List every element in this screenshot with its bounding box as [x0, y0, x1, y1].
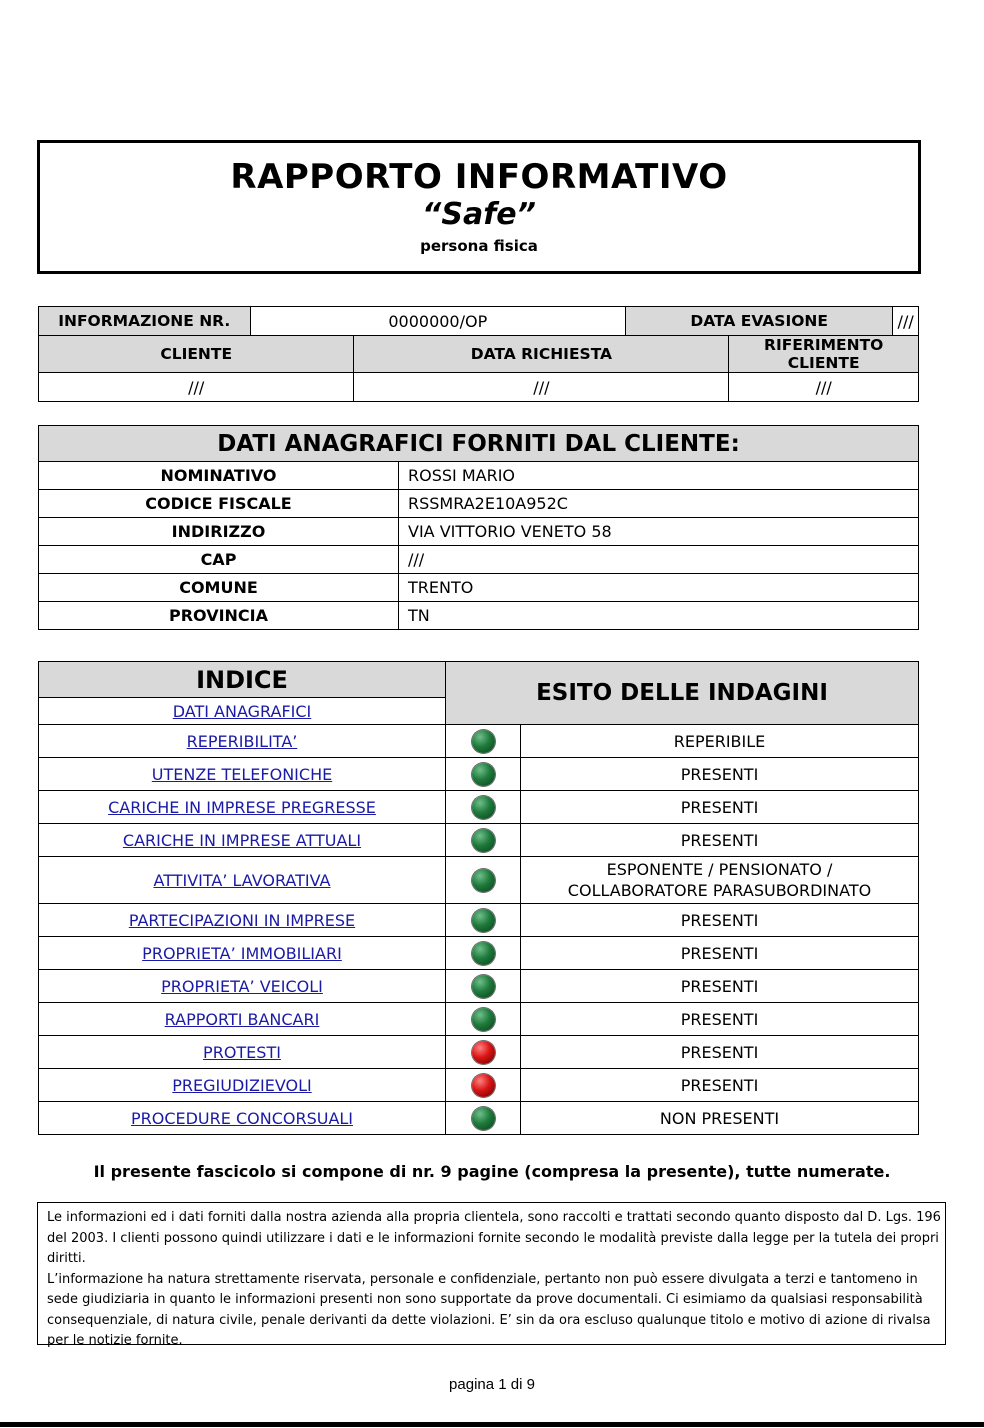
status-indicator-icon	[472, 1008, 495, 1031]
result-cell: PRESENTI	[521, 937, 919, 970]
index-title: INDICE	[39, 662, 446, 698]
index-row	[39, 1069, 919, 1102]
anagrafica-value: VIA VITTORIO VENETO 58	[399, 518, 919, 546]
index-row	[39, 1036, 919, 1069]
disclaimer-box	[37, 1202, 946, 1348]
anagrafica-key: NOMINATIVO	[39, 462, 399, 490]
status-indicator-icon	[472, 975, 495, 998]
status-cell	[446, 1036, 521, 1069]
riferimento-cliente-value: ///	[729, 373, 919, 402]
anagrafica-row	[39, 546, 919, 574]
disclaimer-paragraph: L’informazione ha natura strettamente riservata, personale e confidenziale, pertanto non può essere divulgata a terzi e tantomeno in sede giudiziaria in quanto le informazioni presenti non sono supportate da prove documentali. Ci esimiamo da qualsiasi responsabilità consequenziale, di natura civile, penale derivanti da dette violazioni. E’ sin da ora escluso qualunque titolo e motivo di azione di rivalsa per le notizie fornite.	[47, 1271, 931, 1348]
index-row	[39, 857, 919, 904]
result-cell: PRESENTI	[521, 970, 919, 1003]
status-cell	[446, 791, 521, 824]
data-richiesta-label: DATA RICHIESTA	[354, 336, 729, 373]
status-indicator-icon	[472, 1074, 495, 1097]
anagrafica-row	[39, 518, 919, 546]
anagrafica-key: COMUNE	[39, 574, 399, 602]
anagrafica-value: TN	[399, 602, 919, 630]
result-cell: PRESENTI	[521, 1036, 919, 1069]
status-indicator-icon	[472, 829, 495, 852]
index-row	[39, 937, 919, 970]
index-link[interactable]: PROPRIETA’ IMMOBILIARI	[142, 943, 342, 963]
index-row	[39, 970, 919, 1003]
result-cell: REPERIBILE	[521, 725, 919, 758]
index-row	[39, 1102, 919, 1135]
anagrafica-row	[39, 574, 919, 602]
index-link-cell	[39, 937, 446, 970]
anagrafica-title: DATI ANAGRAFICI FORNITI DAL CLIENTE:	[39, 426, 919, 462]
status-indicator-icon	[472, 730, 495, 753]
status-cell	[446, 824, 521, 857]
index-link-cell	[39, 1069, 446, 1102]
anagrafica-key: CAP	[39, 546, 399, 574]
index-link-cell	[39, 1036, 446, 1069]
info-table	[38, 306, 919, 402]
page-count-summary: Il presente fascicolo si compone di nr. 9 pagine (compresa la presente), tutte numerate.	[93, 1162, 891, 1181]
index-link[interactable]: PREGIUDIZIEVOLI	[172, 1075, 312, 1095]
status-indicator-icon	[472, 869, 495, 892]
index-link-cell	[39, 904, 446, 937]
disclaimer-paragraph: Le informazioni ed i dati forniti dalla nostra azienda alla propria clientela, sono raccolti e trattati secondo quanto disposto dal D. Lgs. 196 del 2003. I clienti possono quindi utilizzare i dati e le informazioni fornite secondo le modalità previste dalla legge per la tutela dei propri diritti.	[47, 1210, 941, 1266]
index-link[interactable]: UTENZE TELEFONICHE	[151, 764, 333, 784]
index-link[interactable]: ATTIVITA’ LAVORATIVA	[153, 870, 331, 890]
index-link[interactable]: CARICHE IN IMPRESE ATTUALI	[122, 830, 362, 850]
index-link[interactable]: PROCEDURE CONCORSUALI	[130, 1108, 354, 1128]
page-bottom-rule	[0, 1422, 984, 1427]
report-subtitle: “Safe”	[422, 197, 536, 232]
status-indicator-icon	[472, 909, 495, 932]
index-link-cell	[39, 857, 446, 904]
anagrafica-table	[38, 425, 919, 630]
anagrafica-row	[39, 602, 919, 630]
anagrafica-value: ///	[399, 546, 919, 574]
report-header	[37, 140, 921, 274]
status-indicator-icon	[472, 796, 495, 819]
anagrafica-value: ROSSI MARIO	[399, 462, 919, 490]
index-link[interactable]: PARTECIPAZIONI IN IMPRESE	[128, 910, 356, 930]
index-link[interactable]: REPERIBILITA’	[186, 731, 298, 751]
report-title: RAPPORTO INFORMATIVO	[230, 157, 728, 197]
result-cell: NON PRESENTI	[521, 1102, 919, 1135]
result-cell: PRESENTI	[521, 1069, 919, 1102]
status-indicator-icon	[472, 1041, 495, 1064]
result-cell: PRESENTI	[521, 791, 919, 824]
index-row	[39, 824, 919, 857]
index-link[interactable]: PROTESTI	[203, 1042, 281, 1062]
index-link[interactable]: RAPPORTI BANCARI	[164, 1009, 320, 1029]
cliente-label: CLIENTE	[39, 336, 354, 373]
riferimento-cliente-label: RIFERIMENTO CLIENTE	[729, 336, 919, 373]
result-cell: PRESENTI	[521, 758, 919, 791]
index-row	[39, 725, 919, 758]
data-evasione-value: ///	[893, 307, 919, 336]
index-link-cell	[39, 698, 446, 725]
index-link-cell	[39, 725, 446, 758]
index-link-cell	[39, 1102, 446, 1135]
report-type: persona fisica	[420, 237, 538, 255]
cliente-value: ///	[39, 373, 354, 402]
index-row	[39, 904, 919, 937]
anagrafica-key: PROVINCIA	[39, 602, 399, 630]
result-cell: PRESENTI	[521, 904, 919, 937]
status-cell	[446, 904, 521, 937]
data-richiesta-value: ///	[354, 373, 729, 402]
index-link-cell	[39, 758, 446, 791]
index-link-cell	[39, 1003, 446, 1036]
anagrafica-row	[39, 490, 919, 518]
index-link[interactable]: CARICHE IN IMPRESE PREGRESSE	[108, 797, 376, 817]
status-cell	[446, 857, 521, 904]
informazione-value: 0000000/OP	[250, 307, 626, 336]
status-indicator-icon	[472, 942, 495, 965]
esito-title: ESITO DELLE INDAGINI	[446, 662, 919, 725]
status-cell	[446, 1069, 521, 1102]
data-evasione-label: DATA EVASIONE	[626, 307, 893, 336]
anagrafica-value: TRENTO	[399, 574, 919, 602]
link-dati-anagrafici[interactable]: DATI ANAGRAFICI	[172, 701, 312, 721]
index-row	[39, 758, 919, 791]
anagrafica-row	[39, 462, 919, 490]
status-cell	[446, 725, 521, 758]
result-cell: PRESENTI	[521, 1003, 919, 1036]
informazione-label: INFORMAZIONE NR.	[39, 307, 251, 336]
index-row	[39, 1003, 919, 1036]
page-number: pagina 1 di 9	[449, 1376, 535, 1393]
index-row	[39, 791, 919, 824]
status-cell	[446, 970, 521, 1003]
index-link-cell	[39, 824, 446, 857]
status-indicator-icon	[472, 1107, 495, 1130]
index-link-cell	[39, 970, 446, 1003]
index-link-cell	[39, 791, 446, 824]
status-indicator-icon	[472, 763, 495, 786]
result-cell: PRESENTI	[521, 824, 919, 857]
anagrafica-value: RSSMRA2E10A952C	[399, 490, 919, 518]
result-cell: ESPONENTE / PENSIONATO / COLLABORATORE PARASUBORDINATO	[521, 857, 919, 904]
status-cell	[446, 758, 521, 791]
status-cell	[446, 937, 521, 970]
status-cell	[446, 1003, 521, 1036]
status-cell	[446, 1102, 521, 1135]
index-table	[38, 661, 919, 1135]
anagrafica-key: CODICE FISCALE	[39, 490, 399, 518]
anagrafica-key: INDIRIZZO	[39, 518, 399, 546]
index-link[interactable]: PROPRIETA’ VEICOLI	[161, 976, 323, 996]
